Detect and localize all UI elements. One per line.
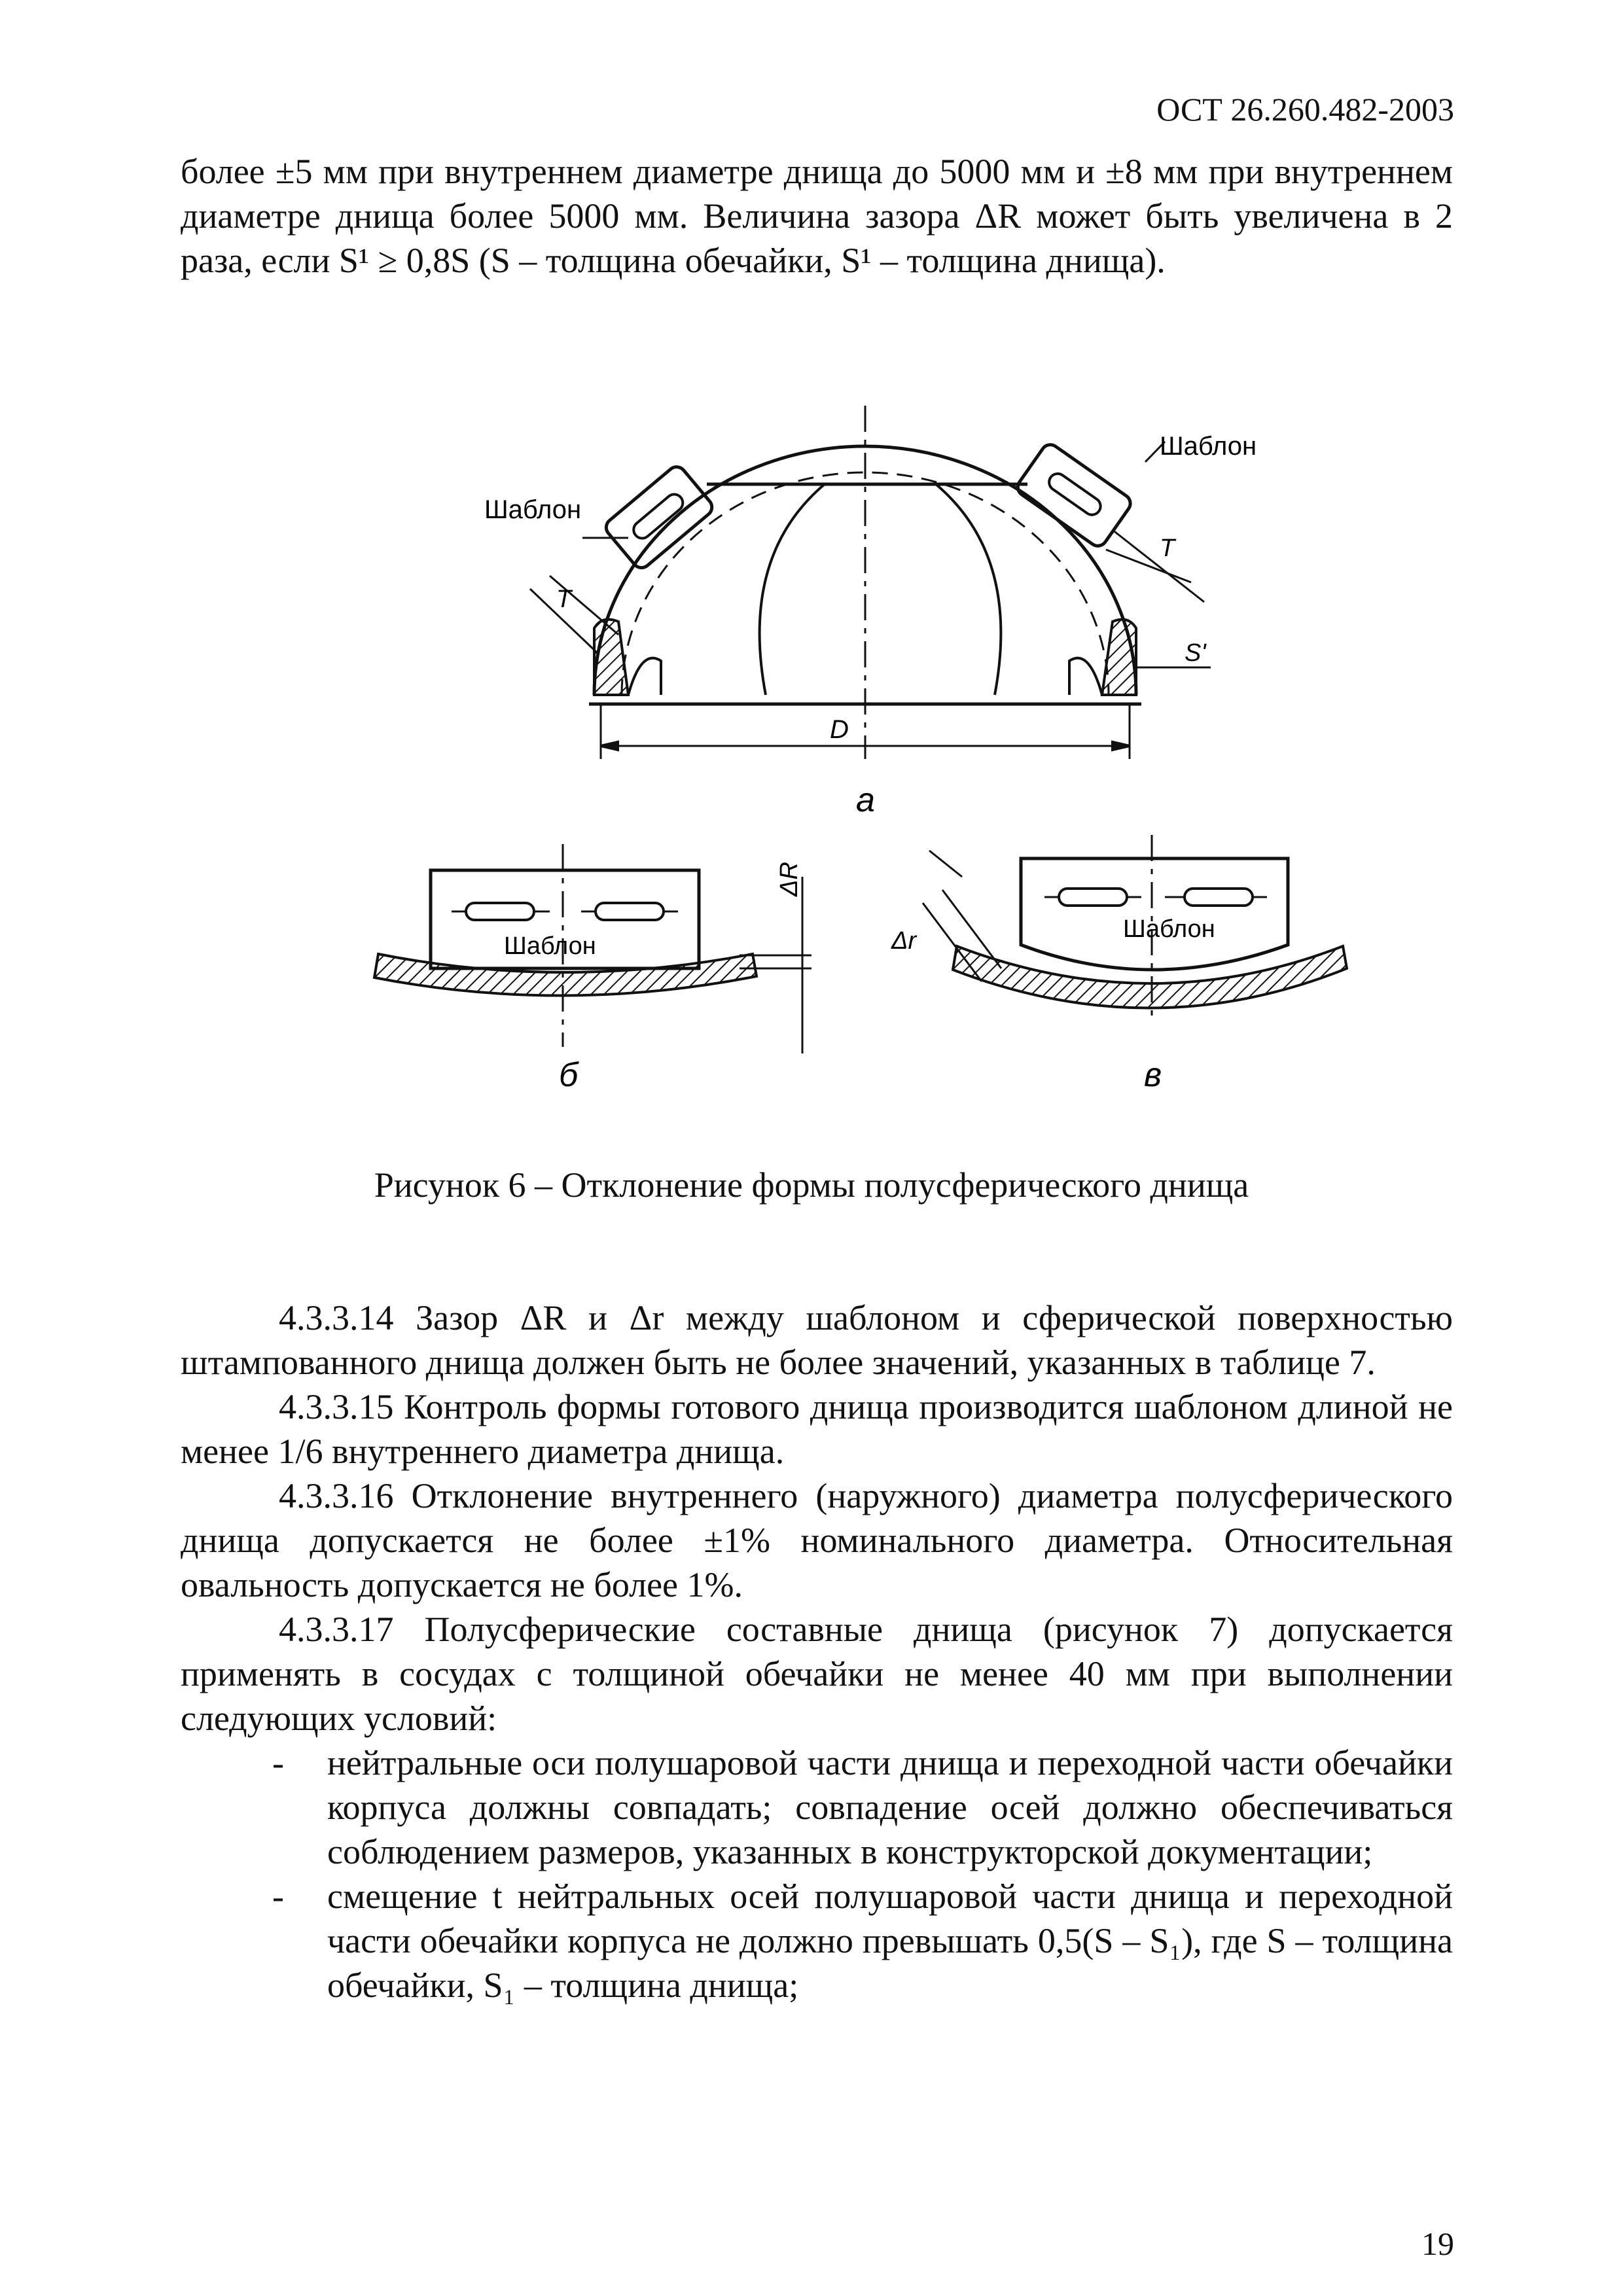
subfigure-b-label: б — [559, 1056, 579, 1094]
template-label-c: Шаблон — [1123, 915, 1215, 943]
paragraph-4-3-3-17: 4.3.3.17 Полусферические составные днища (рисунок 7) допускается применять в сосудах с толщиной обечайки не менее 40 мм при выполнении следующих условий: — [181, 1610, 1453, 1738]
list-item — [181, 1740, 1453, 1874]
label-delta-r-lower: Δr — [891, 927, 917, 955]
list-item-text: смещение t нейтральных осей полушаровой части днища и переходной части обечайки корпуса не должно превышать 0,5(S – S₁), где S – толщина обечайки, S₁ – толщина днища; — [327, 1877, 1453, 2005]
subfigure-a-label: а — [856, 781, 875, 819]
template-label-b: Шаблон — [504, 932, 596, 960]
page-number: 19 — [1421, 2225, 1454, 2262]
paragraph-4-3-3-14: 4.3.3.14 Зазор ΔR и Δr между шаблоном и сферической поверхностью штампованного днища должен быть не более значений, указанных в таблице 7. — [181, 1298, 1453, 1382]
template-label-right: Шаблон — [1160, 432, 1257, 461]
label-s-prime: S' — [1185, 639, 1206, 667]
list-bullet: - — [272, 1877, 284, 1916]
figure-caption: Рисунок 6 – Отклонение формы полусферического днища — [374, 1165, 1249, 1205]
list-item-text: нейтральные оси полушаровой части днища и переходной части обечайки корпуса должны совпадать; совпадение осей должно обеспечиваться соблюдением размеров, указанных в конструкторской документации; — [327, 1743, 1453, 1871]
subfigure-a-drawing — [530, 406, 1211, 759]
label-t-left: T — [556, 586, 572, 613]
label-d: D — [830, 715, 849, 744]
template-label-left: Шаблон — [484, 495, 582, 524]
label-delta-r-upper: ΔR — [776, 862, 803, 896]
paragraph-4-3-3-15: 4.3.3.15 Контроль формы готового днища производится шаблоном длиной не менее 1/6 внутреннего диаметра днища. — [181, 1387, 1453, 1471]
label-t-right: T — [1160, 535, 1175, 562]
paragraph-4-3-3-16: 4.3.3.16 Отклонение внутреннего (наружного) диаметра полусферического днища допускается не более ±1% номинального диаметра. Относительная овальность допускается не более 1%. — [181, 1476, 1453, 1604]
conditions-list — [181, 1740, 1453, 2007]
document-code: ОСТ 26.260.482-2003 — [1156, 91, 1454, 128]
figure-drawing — [0, 393, 1623, 1145]
subfigure-c-label: в — [1144, 1056, 1162, 1094]
figure-6 — [0, 393, 1623, 1145]
intro-paragraph: более ±5 мм при внутреннем диаметре днища до 5000 мм и ±8 мм при внутреннем диаметре днища более 5000 мм. Величина зазора ΔR может быть увеличена в 2 раза, если S¹ ≥ 0,8S (S – толщина обечайки, S¹ – толщина днища). — [181, 152, 1453, 280]
list-bullet: - — [272, 1743, 284, 1782]
body-text — [181, 1296, 1453, 2007]
list-item — [181, 1874, 1453, 2007]
